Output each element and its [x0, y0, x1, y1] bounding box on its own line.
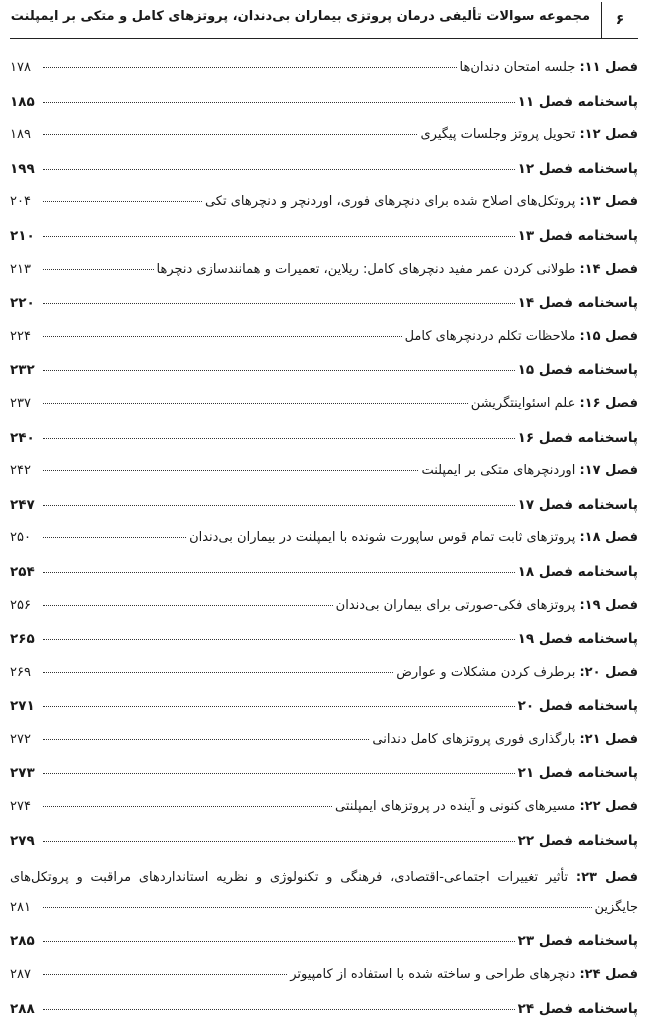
dot-leader	[43, 1009, 515, 1010]
page-number-ref: ۲۳۷	[10, 395, 31, 411]
page-number-ref: ۲۶۹	[10, 664, 31, 680]
answer-key-label: پاسخنامه فصل ۲۴	[517, 1000, 638, 1017]
page-number-ref: ۱۸۵	[10, 93, 35, 110]
answer-key-label: پاسخنامه فصل ۲۲	[517, 832, 638, 849]
answer-key-label: پاسخنامه فصل ۱۱	[517, 93, 638, 110]
dot-leader	[43, 773, 515, 774]
toc-entry-answer-key[interactable]	[10, 765, 638, 799]
page-number-ref: ۲۱۳	[10, 261, 31, 277]
toc-entry-line	[10, 900, 638, 934]
answer-key-label: پاسخنامه فصل ۲۰	[517, 698, 638, 715]
toc-entry-chapter[interactable]	[10, 598, 638, 632]
dot-leader	[43, 739, 369, 740]
chapter-title: پروتزهای فکی-صورتی برای بیماران بی‌دندان	[335, 597, 576, 613]
answer-key-label: پاسخنامه فصل ۱۷	[517, 496, 638, 513]
toc-entry-chapter[interactable]	[10, 732, 638, 766]
page-number-ref: ۲۲۰	[10, 295, 35, 312]
chapter-title: برطرف کردن مشکلات و عوارض	[396, 664, 576, 680]
toc-entry-chapter[interactable]	[10, 665, 638, 699]
spacer	[575, 530, 579, 545]
toc-entry-chapter[interactable]	[10, 60, 638, 94]
dot-leader	[43, 303, 515, 304]
spacer	[575, 665, 579, 680]
chapter-label: فصل ۱۵:	[579, 328, 638, 344]
toc-entry-answer-key[interactable]	[10, 161, 638, 195]
toc-entry-answer-key[interactable]	[10, 430, 638, 464]
spacer	[575, 194, 579, 209]
page-number-ref: ۲۸۷	[10, 967, 31, 983]
page-number-ref: ۲۷۲	[10, 731, 31, 747]
dot-leader	[43, 102, 515, 103]
page-number-ref: ۲۴۰	[10, 429, 35, 446]
chapter-label: فصل ۲۴:	[579, 967, 638, 983]
chapter-title: مسیرهای کنونی و آینده در پروتزهای ایمپلنتی	[334, 799, 576, 815]
chapter-title: پروتزهای ثابت تمام قوس ساپورت شونده با ایمپلنت در بیماران بی‌دندان	[189, 530, 576, 546]
dot-leader	[43, 639, 515, 640]
page-number-ref: ۲۱۰	[10, 227, 35, 244]
toc-entry-chapter[interactable]	[10, 463, 638, 497]
page-number-ref: ۲۵۰	[10, 530, 31, 546]
chapter-title: علم اسئواینتگریشن	[470, 395, 576, 411]
page-number-ref: ۲۴۲	[10, 463, 31, 479]
toc-entry-chapter[interactable]	[10, 329, 638, 363]
page-number-ref: ۲۷۴	[10, 799, 31, 815]
dot-leader	[43, 269, 154, 270]
answer-key-label: پاسخنامه فصل ۱۴	[517, 295, 638, 312]
answer-key-label: پاسخنامه فصل ۱۵	[517, 362, 638, 379]
chapter-title: ملاحظات تکلم دردنچرهای کامل	[404, 328, 576, 344]
toc-entry-chapter[interactable]	[10, 866, 638, 933]
toc-entry-answer-key[interactable]	[10, 698, 638, 732]
toc-entry-answer-key[interactable]	[10, 295, 638, 329]
spacer	[575, 967, 579, 982]
dot-leader	[43, 67, 457, 68]
dot-leader	[43, 438, 515, 439]
toc-entry-answer-key[interactable]	[10, 833, 638, 867]
page-number-ref: ۲۳۲	[10, 362, 35, 379]
toc-entry-chapter[interactable]	[10, 127, 638, 161]
dot-leader	[43, 134, 417, 135]
toc-entry-answer-key[interactable]	[10, 228, 638, 262]
table-of-contents	[10, 60, 638, 1034]
toc-entry-chapter[interactable]	[10, 262, 638, 296]
toc-entry-answer-key[interactable]	[10, 933, 638, 967]
chapter-label: فصل ۲۳:	[575, 870, 638, 886]
page-number-ref: ۱۷۸	[10, 60, 31, 75]
chapter-title: دنچرهای طراحی و ساخته شده با استفاده از کامپیوتر	[290, 967, 576, 983]
chapter-label: فصل ۱۶:	[579, 395, 638, 411]
page-number-ref: ۲۵۴	[10, 563, 35, 580]
page-number-ref: ۲۴۷	[10, 496, 35, 513]
toc-entry-answer-key[interactable]	[10, 497, 638, 531]
answer-key-label: پاسخنامه فصل ۲۳	[517, 933, 638, 950]
toc-entry-chapter[interactable]	[10, 799, 638, 833]
toc-entry-chapter[interactable]	[10, 967, 638, 1001]
dot-leader	[43, 470, 418, 471]
chapter-title: بارگذاری فوری پروتزهای کامل دندانی	[372, 731, 576, 747]
spacer	[575, 598, 579, 613]
chapter-label: فصل ۲۰:	[579, 664, 638, 680]
chapter-label: فصل ۱۸:	[579, 530, 638, 546]
spacer	[575, 60, 579, 75]
dot-leader	[43, 941, 515, 942]
dot-leader	[43, 236, 515, 237]
dot-leader	[43, 907, 592, 908]
answer-key-label: پاسخنامه فصل ۲۱	[517, 765, 638, 782]
page-number-ref: ۲۸۱	[10, 899, 31, 915]
spacer	[575, 396, 579, 411]
dot-leader	[43, 169, 515, 170]
page-number-ref: ۱۸۹	[10, 127, 31, 143]
chapter-title: طولانی کردن عمر مفید دنچرهای کامل: ریلاین، تعمیرات و همانندسازی دنچرها	[156, 261, 576, 277]
toc-entry-chapter[interactable]	[10, 530, 638, 564]
answer-key-label: پاسخنامه فصل ۱۲	[517, 160, 638, 177]
dot-leader	[43, 336, 402, 337]
dot-leader	[43, 537, 186, 538]
toc-entry-chapter[interactable]	[10, 396, 638, 430]
running-title: مجموعه سوالات تألیفی درمان پروتزی بیماران بی‌دندان، پروتزهای کامل و متکی بر ایمپلنت	[10, 9, 590, 24]
answer-key-label: پاسخنامه فصل ۱۸	[517, 563, 638, 580]
toc-entry-chapter[interactable]	[10, 194, 638, 228]
page-number-ref: ۲۲۴	[10, 328, 31, 344]
chapter-label: فصل ۲۱:	[579, 731, 638, 747]
spacer	[575, 262, 579, 277]
chapter-title: تحویل پروتز وجلسات پیگیری	[420, 127, 576, 143]
toc-entry-answer-key[interactable]	[10, 94, 638, 128]
answer-key-label: پاسخنامه فصل ۱۹	[517, 631, 638, 648]
dot-leader	[43, 370, 515, 371]
toc-entry-answer-key[interactable]	[10, 362, 638, 396]
page-number-ref: ۲۰۴	[10, 194, 31, 210]
dot-leader	[43, 841, 515, 842]
chapter-label: فصل ۲۲:	[579, 799, 638, 815]
toc-entry-answer-key[interactable]	[10, 1001, 638, 1034]
page-number-ref: ۲۶۵	[10, 631, 35, 648]
answer-key-label: پاسخنامه فصل ۱۶	[517, 429, 638, 446]
page-number-ref: ۲۸۸	[10, 1000, 35, 1017]
page-number-ref: ۲۷۹	[10, 832, 35, 849]
chapter-title: تأثیر تغییرات اجتماعی-اقتصادی، فرهنگی و تکنولوژی و نظریه استانداردهای مراقبت و پروتکل‌های	[10, 870, 569, 886]
toc-entry-answer-key[interactable]	[10, 631, 638, 665]
page-number-ref: ۲۷۳	[10, 765, 35, 782]
chapter-title: جلسه امتحان دندان‌ها	[459, 60, 576, 75]
chapter-label: فصل ۱۴:	[579, 261, 638, 277]
dot-leader	[43, 403, 468, 404]
header-rule	[10, 38, 638, 39]
chapter-label: فصل ۱۹:	[579, 597, 638, 613]
chapter-title: اوردنچرهای متکی بر ایمپلنت	[421, 463, 576, 479]
spacer	[575, 463, 579, 478]
page-number-ref: ۲۵۶	[10, 597, 31, 613]
page-number: ۶	[601, 2, 638, 38]
page-number-ref: ۲۷۱	[10, 698, 35, 715]
chapter-label: فصل ۱۱:	[579, 60, 638, 75]
dot-leader	[43, 806, 332, 807]
chapter-label: فصل ۱۷:	[579, 463, 638, 479]
dot-leader	[43, 974, 287, 975]
page-header	[10, 2, 638, 38]
dot-leader	[43, 706, 515, 707]
toc-entry-answer-key[interactable]	[10, 564, 638, 598]
chapter-label: فصل ۱۳:	[579, 194, 638, 210]
dot-leader	[43, 572, 515, 573]
dot-leader	[43, 672, 393, 673]
spacer	[575, 127, 579, 142]
spacer	[575, 799, 579, 814]
page-number-ref: ۲۸۵	[10, 933, 35, 950]
chapter-label: فصل ۱۲:	[579, 127, 638, 143]
dot-leader	[43, 605, 333, 606]
dot-leader	[43, 201, 202, 202]
answer-key-label: پاسخنامه فصل ۱۳	[517, 227, 638, 244]
toc-entry-line	[10, 866, 638, 900]
spacer	[575, 329, 579, 344]
dot-leader	[43, 505, 515, 506]
spacer	[575, 732, 579, 747]
page-number-ref: ۱۹۹	[10, 160, 35, 177]
chapter-title-continued: جایگزین	[594, 899, 638, 915]
chapter-title: پروتکل‌های اصلاح شده برای دنچرهای فوری، اوردنچر و دنچرهای تکی	[204, 194, 576, 210]
